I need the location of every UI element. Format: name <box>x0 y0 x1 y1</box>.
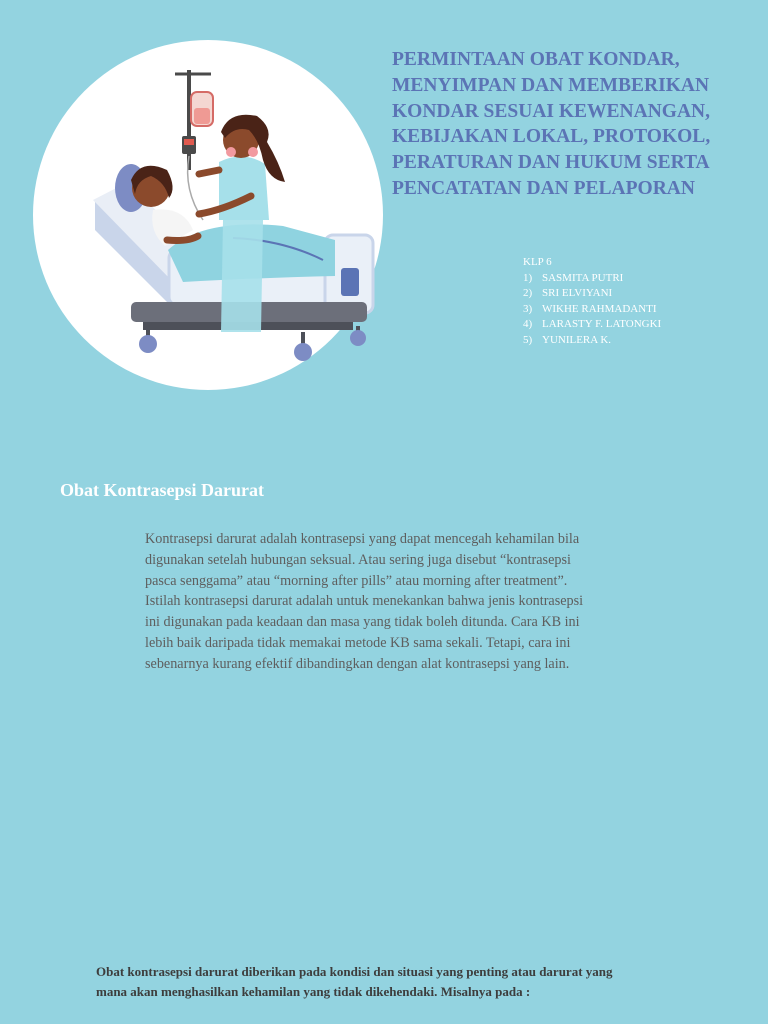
member-name: WIKHE RAHMADANTI <box>542 302 657 315</box>
member-item <box>523 302 661 318</box>
member-number: 3) <box>523 302 533 315</box>
member-number: 1) <box>523 271 533 284</box>
member-item <box>523 286 661 302</box>
bottom-note: Obat kontrasepsi darurat diberikan pada kondisi dan situasi yang penting atau darurat yang mana akan menghasilkan kehamilan yang tidak dikehendaki. Misalnya pada : <box>96 964 613 999</box>
iv-pole-icon <box>175 70 213 220</box>
member-item <box>523 333 661 349</box>
group-label: KLP 6 <box>523 256 552 268</box>
section-heading: Obat Kontrasepsi Darurat <box>60 480 264 500</box>
presentation-title: PERMINTAAN OBAT KONDAR, MENYIMPAN DAN MEMBERIKAN KONDAR SESUAI KEWENANGAN, KEBIJAKAN LOKAL, PROTOKOL, PERATURAN DAN HUKUM SERTA PENCATATAN DAN PELAPORAN <box>392 49 711 199</box>
member-item <box>523 317 661 333</box>
member-name: SRI ELVIYANI <box>542 287 613 299</box>
illustration-circle <box>33 40 383 390</box>
section-paragraph: Kontrasepsi darurat adalah kontrasepsi yang dapat mencegah kehamilan bila digunakan setelah hubungan seksual. Atau sering juga disebut “kontrasepsi pasca senggama” atau “morning after pills” atau morning after treatment”. Istilah kontrasepsi darurat adalah untuk menekankan bahwa jenis kontrasepsi ini digunakan pada keadaan dan masa yang tidak boleh ditunda. Cara KB ini lebih baik daripada tidak memakai metode KB sama sekali. Tetapi, cara ini sebenarnya kurang efektif dibandingkan dengan alat kontrasepsi yang lain. <box>145 531 584 672</box>
member-number: 5) <box>523 333 533 346</box>
member-name: SASMITA PUTRI <box>542 271 624 284</box>
member-number: 4) <box>523 318 533 330</box>
member-name: YUNILERA K. <box>542 333 612 346</box>
group-members <box>523 255 661 348</box>
member-list <box>523 271 661 349</box>
member-number: 2) <box>523 287 533 299</box>
member-item <box>523 271 661 287</box>
nurse-patient-illustration <box>73 70 393 370</box>
member-name: LARASTY F. LATONGKI <box>542 318 662 330</box>
